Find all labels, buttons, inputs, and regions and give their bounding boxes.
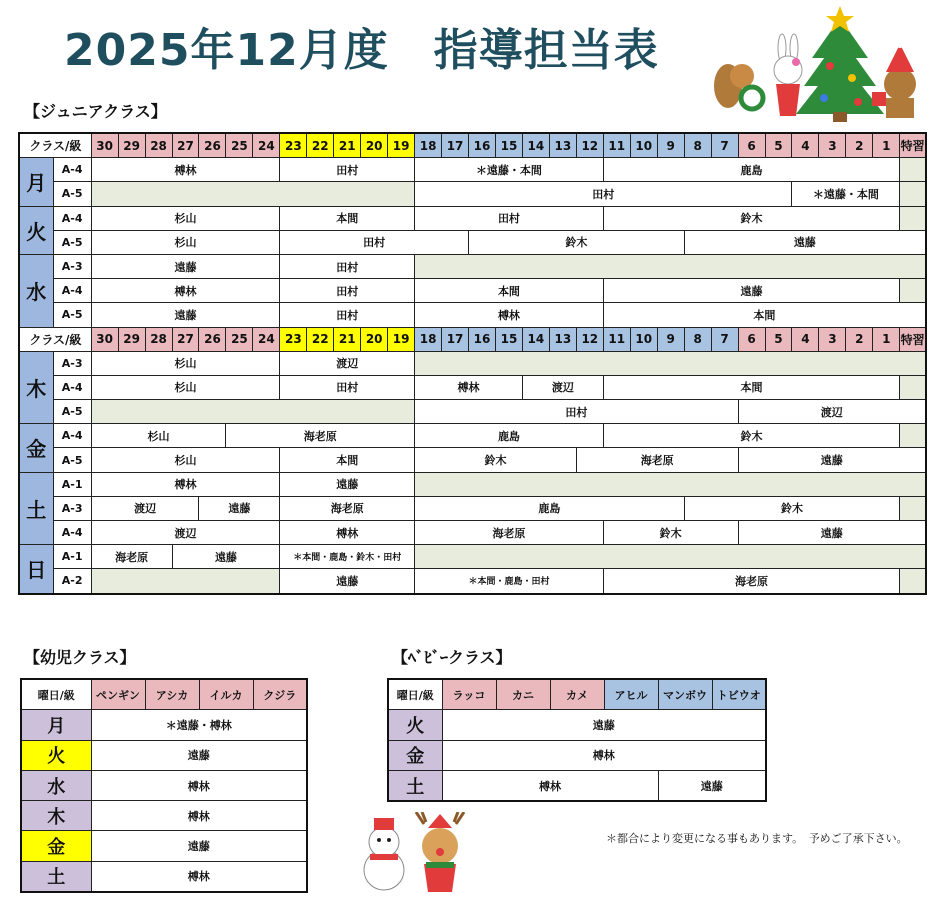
empty-cell: [900, 158, 926, 182]
empty-cell: [900, 496, 926, 520]
instructor-cell: 遠藤: [172, 545, 280, 569]
level-cell: 23: [280, 327, 307, 351]
level-cell: 15: [495, 133, 522, 158]
instructor-cell: 鹿島: [603, 158, 899, 182]
level-cell: 21: [334, 327, 361, 351]
schedule-row: [21, 740, 307, 770]
level-header-row: [19, 327, 926, 351]
instructor-cell: 遠藤: [738, 521, 926, 545]
schedule-row: [19, 206, 926, 230]
schedule-row: [19, 375, 926, 399]
youji-schedule-table: [20, 678, 308, 893]
day-cell: 月: [21, 710, 91, 740]
level-cell: イルカ: [199, 679, 253, 710]
day-cell: 火: [388, 710, 442, 740]
class-cell: A-5: [53, 400, 91, 424]
junior-heading: 【ジュニアクラス】: [24, 102, 167, 121]
empty-cell: [415, 545, 926, 569]
schedule-row: [21, 831, 307, 861]
empty-cell: [91, 182, 414, 206]
instructor-cell: 遠藤: [91, 254, 280, 278]
instructor-cell: 本間: [415, 279, 604, 303]
instructor-cell: 本間: [280, 448, 415, 472]
level-cell: 28: [145, 133, 172, 158]
instructor-cell: 杉山: [91, 351, 280, 375]
level-header-row: [388, 679, 766, 710]
day-cell: 火: [19, 206, 53, 254]
level-cell: 30: [91, 327, 118, 351]
junior-schedule-table: [18, 132, 927, 595]
instructor-cell: 遠藤: [280, 569, 415, 594]
level-cell: 27: [172, 133, 199, 158]
level-cell: 10: [630, 133, 657, 158]
level-cell: ペンギン: [91, 679, 145, 710]
class-level-header: クラス/級: [19, 327, 91, 351]
schedule-row: [19, 351, 926, 375]
instructor-cell: 鈴木: [415, 448, 577, 472]
level-cell: トビウオ: [712, 679, 766, 710]
level-cell: 特習: [900, 133, 926, 158]
level-cell: 25: [226, 327, 253, 351]
instructor-cell: 杉山: [91, 448, 280, 472]
level-cell: 10: [630, 327, 657, 351]
instructor-cell: 遠藤: [199, 496, 280, 520]
level-cell: 2: [846, 327, 873, 351]
schedule-row: [19, 545, 926, 569]
day-cell: 土: [19, 472, 53, 545]
instructor-cell: 本間: [603, 375, 899, 399]
level-cell: 11: [603, 133, 630, 158]
level-cell: 2: [846, 133, 873, 158]
class-cell: A-4: [53, 521, 91, 545]
level-cell: 30: [91, 133, 118, 158]
instructor-cell: 榑林: [91, 279, 280, 303]
day-cell: 日: [19, 545, 53, 594]
instructor-cell: 榑林: [91, 801, 307, 831]
level-cell: クジラ: [253, 679, 307, 710]
instructor-cell: 田村: [415, 206, 604, 230]
level-cell: 6: [738, 133, 765, 158]
schedule-row: [21, 770, 307, 800]
level-cell: 29: [118, 327, 145, 351]
instructor-cell: 杉山: [91, 424, 226, 448]
level-cell: 16: [469, 327, 496, 351]
empty-cell: [900, 206, 926, 230]
instructor-cell: 鈴木: [603, 206, 899, 230]
empty-cell: [91, 400, 414, 424]
instructor-cell: 杉山: [91, 206, 280, 230]
level-cell: 22: [307, 133, 334, 158]
instructor-cell: 榑林: [415, 303, 604, 327]
schedule-row: [21, 801, 307, 831]
level-cell: 11: [603, 327, 630, 351]
level-cell: 15: [495, 327, 522, 351]
level-cell: 23: [280, 133, 307, 158]
baby-schedule-table: [387, 678, 767, 802]
schedule-row: [388, 710, 766, 740]
level-cell: 26: [199, 327, 226, 351]
level-cell: 3: [819, 133, 846, 158]
schedule-row: [19, 182, 926, 206]
level-cell: 1: [873, 327, 900, 351]
instructor-cell: 鈴木: [684, 496, 900, 520]
schedule-row: [19, 472, 926, 496]
level-cell: 3: [819, 327, 846, 351]
instructor-cell: 海老原: [226, 424, 415, 448]
level-cell: 7: [711, 133, 738, 158]
level-cell: 4: [792, 133, 819, 158]
class-cell: A-1: [53, 545, 91, 569]
schedule-row: [19, 521, 926, 545]
instructor-cell: 杉山: [91, 375, 280, 399]
instructor-cell: 田村: [415, 182, 792, 206]
level-cell: 26: [199, 133, 226, 158]
instructor-cell: 遠藤: [603, 279, 899, 303]
instructor-cell: 鈴木: [603, 521, 738, 545]
instructor-cell: ＊本間・鹿島・鈴木・田村: [280, 545, 415, 569]
instructor-cell: 杉山: [91, 230, 280, 254]
instructor-cell: 榑林: [91, 158, 280, 182]
day-cell: 金: [21, 831, 91, 861]
day-cell: 月: [19, 158, 53, 206]
instructor-cell: 遠藤: [442, 710, 766, 740]
instructor-cell: 鹿島: [415, 424, 604, 448]
instructor-cell: 田村: [280, 230, 469, 254]
schedule-row: [19, 569, 926, 594]
level-cell: 27: [172, 327, 199, 351]
instructor-cell: 遠藤: [280, 472, 415, 496]
instructor-cell: 海老原: [603, 569, 899, 594]
schedule-row: [21, 861, 307, 892]
level-cell: 24: [253, 327, 280, 351]
level-cell: アヒル: [604, 679, 658, 710]
instructor-cell: ＊遠藤・本間: [415, 158, 604, 182]
instructor-cell: 田村: [280, 375, 415, 399]
day-cell: 火: [21, 740, 91, 770]
instructor-cell: 遠藤: [738, 448, 926, 472]
instructor-cell: 遠藤: [91, 831, 307, 861]
level-cell: 22: [307, 327, 334, 351]
schedule-row: [19, 448, 926, 472]
day-cell: 金: [19, 424, 53, 472]
level-cell: 9: [657, 133, 684, 158]
instructor-cell: 鈴木: [603, 424, 899, 448]
level-header-row: [21, 679, 307, 710]
class-cell: A-1: [53, 472, 91, 496]
class-cell: A-3: [53, 351, 91, 375]
instructor-cell: ＊遠藤・本間: [792, 182, 900, 206]
level-cell: 29: [118, 133, 145, 158]
level-cell: 13: [549, 327, 576, 351]
level-cell: 1: [873, 133, 900, 158]
level-cell: 18: [415, 133, 442, 158]
instructor-cell: 榑林: [415, 375, 523, 399]
instructor-cell: ＊本間・鹿島・田村: [415, 569, 604, 594]
class-cell: A-3: [53, 496, 91, 520]
day-cell: 土: [21, 861, 91, 892]
schedule-row: [19, 303, 926, 327]
class-cell: A-3: [53, 254, 91, 278]
level-cell: 9: [657, 327, 684, 351]
class-level-header: クラス/級: [19, 133, 91, 158]
class-cell: A-5: [53, 303, 91, 327]
instructor-cell: 海老原: [280, 496, 415, 520]
level-cell: マンボウ: [658, 679, 712, 710]
instructor-cell: 田村: [280, 303, 415, 327]
level-cell: 13: [549, 133, 576, 158]
level-cell: カニ: [496, 679, 550, 710]
level-cell: 19: [388, 327, 415, 351]
schedule-row: [19, 254, 926, 278]
instructor-cell: 遠藤: [684, 230, 926, 254]
level-cell: 7: [711, 327, 738, 351]
day-cell: 木: [19, 351, 53, 424]
day-cell: 木: [21, 801, 91, 831]
level-cell: 14: [522, 327, 549, 351]
class-cell: A-2: [53, 569, 91, 594]
level-cell: 25: [226, 133, 253, 158]
empty-cell: [900, 279, 926, 303]
level-cell: 5: [765, 327, 792, 351]
instructor-cell: 田村: [280, 254, 415, 278]
class-cell: A-5: [53, 182, 91, 206]
instructor-cell: 遠藤: [658, 770, 766, 801]
level-cell: 19: [388, 133, 415, 158]
day-cell: 金: [388, 740, 442, 770]
schedule-row: [19, 158, 926, 182]
day-level-header: 曜日/級: [21, 679, 91, 710]
instructor-cell: 田村: [415, 400, 738, 424]
instructor-cell: 榑林: [91, 861, 307, 892]
empty-cell: [91, 569, 280, 594]
level-cell: 8: [684, 133, 711, 158]
level-cell: 12: [576, 327, 603, 351]
schedule-row: [19, 496, 926, 520]
baby-heading: 【ﾍﾞﾋﾞｰクラス】: [392, 648, 512, 667]
christmas-decoration-illustration: [700, 6, 925, 124]
class-cell: A-5: [53, 230, 91, 254]
schedule-row: [388, 770, 766, 801]
level-cell: 24: [253, 133, 280, 158]
level-cell: カメ: [550, 679, 604, 710]
snowman-reindeer-illustration: [352, 812, 482, 894]
day-level-header: 曜日/級: [388, 679, 442, 710]
level-cell: ラッコ: [442, 679, 496, 710]
instructor-cell: 榑林: [91, 472, 280, 496]
level-cell: 20: [361, 133, 388, 158]
instructor-cell: 遠藤: [91, 303, 280, 327]
instructor-cell: 渡辺: [91, 496, 199, 520]
page-title: 2025年12月度 指導担当表: [64, 25, 659, 76]
level-cell: 5: [765, 133, 792, 158]
schedule-row: [19, 230, 926, 254]
level-cell: 17: [442, 327, 469, 351]
class-cell: A-4: [53, 375, 91, 399]
level-cell: 6: [738, 327, 765, 351]
empty-cell: [415, 254, 926, 278]
instructor-cell: 榑林: [442, 740, 766, 770]
class-cell: A-4: [53, 158, 91, 182]
empty-cell: [900, 424, 926, 448]
schedule-row: [21, 710, 307, 740]
schedule-row: [388, 740, 766, 770]
empty-cell: [415, 351, 926, 375]
instructor-cell: 海老原: [91, 545, 172, 569]
level-cell: 28: [145, 327, 172, 351]
schedule-row: [19, 279, 926, 303]
instructor-cell: 鹿島: [415, 496, 685, 520]
level-cell: 特習: [900, 327, 926, 351]
class-cell: A-4: [53, 279, 91, 303]
instructor-cell: 本間: [280, 206, 415, 230]
schedule-row: [19, 424, 926, 448]
day-cell: 土: [388, 770, 442, 801]
instructor-cell: 榑林: [280, 521, 415, 545]
youji-heading: 【幼児クラス】: [24, 648, 136, 667]
instructor-cell: 田村: [280, 279, 415, 303]
level-header-row: [19, 133, 926, 158]
empty-cell: [900, 182, 926, 206]
day-cell: 水: [19, 254, 53, 327]
instructor-cell: 田村: [280, 158, 415, 182]
level-cell: アシカ: [145, 679, 199, 710]
day-cell: 水: [21, 770, 91, 800]
level-cell: 8: [684, 327, 711, 351]
level-cell: 16: [469, 133, 496, 158]
instructor-cell: 鈴木: [469, 230, 685, 254]
instructor-cell: 渡辺: [91, 521, 280, 545]
class-cell: A-4: [53, 424, 91, 448]
instructor-cell: 渡辺: [738, 400, 926, 424]
schedule-row: [19, 400, 926, 424]
empty-cell: [415, 472, 926, 496]
instructor-cell: 渡辺: [522, 375, 603, 399]
level-cell: 17: [442, 133, 469, 158]
instructor-cell: 遠藤: [91, 740, 307, 770]
level-cell: 12: [576, 133, 603, 158]
level-cell: 20: [361, 327, 388, 351]
level-cell: 14: [522, 133, 549, 158]
instructor-cell: 海老原: [576, 448, 738, 472]
instructor-cell: 渡辺: [280, 351, 415, 375]
empty-cell: [900, 569, 926, 594]
instructor-cell: 榑林: [442, 770, 658, 801]
instructor-cell: 海老原: [415, 521, 604, 545]
notice-text: ＊都合により変更になる事もあります。 予めご了承下さい。: [606, 832, 908, 845]
instructor-cell: 本間: [603, 303, 926, 327]
level-cell: 18: [415, 327, 442, 351]
empty-cell: [900, 375, 926, 399]
level-cell: 4: [792, 327, 819, 351]
level-cell: 21: [334, 133, 361, 158]
instructor-cell: 榑林: [91, 770, 307, 800]
class-cell: A-5: [53, 448, 91, 472]
instructor-cell: ＊遠藤・榑林: [91, 710, 307, 740]
class-cell: A-4: [53, 206, 91, 230]
